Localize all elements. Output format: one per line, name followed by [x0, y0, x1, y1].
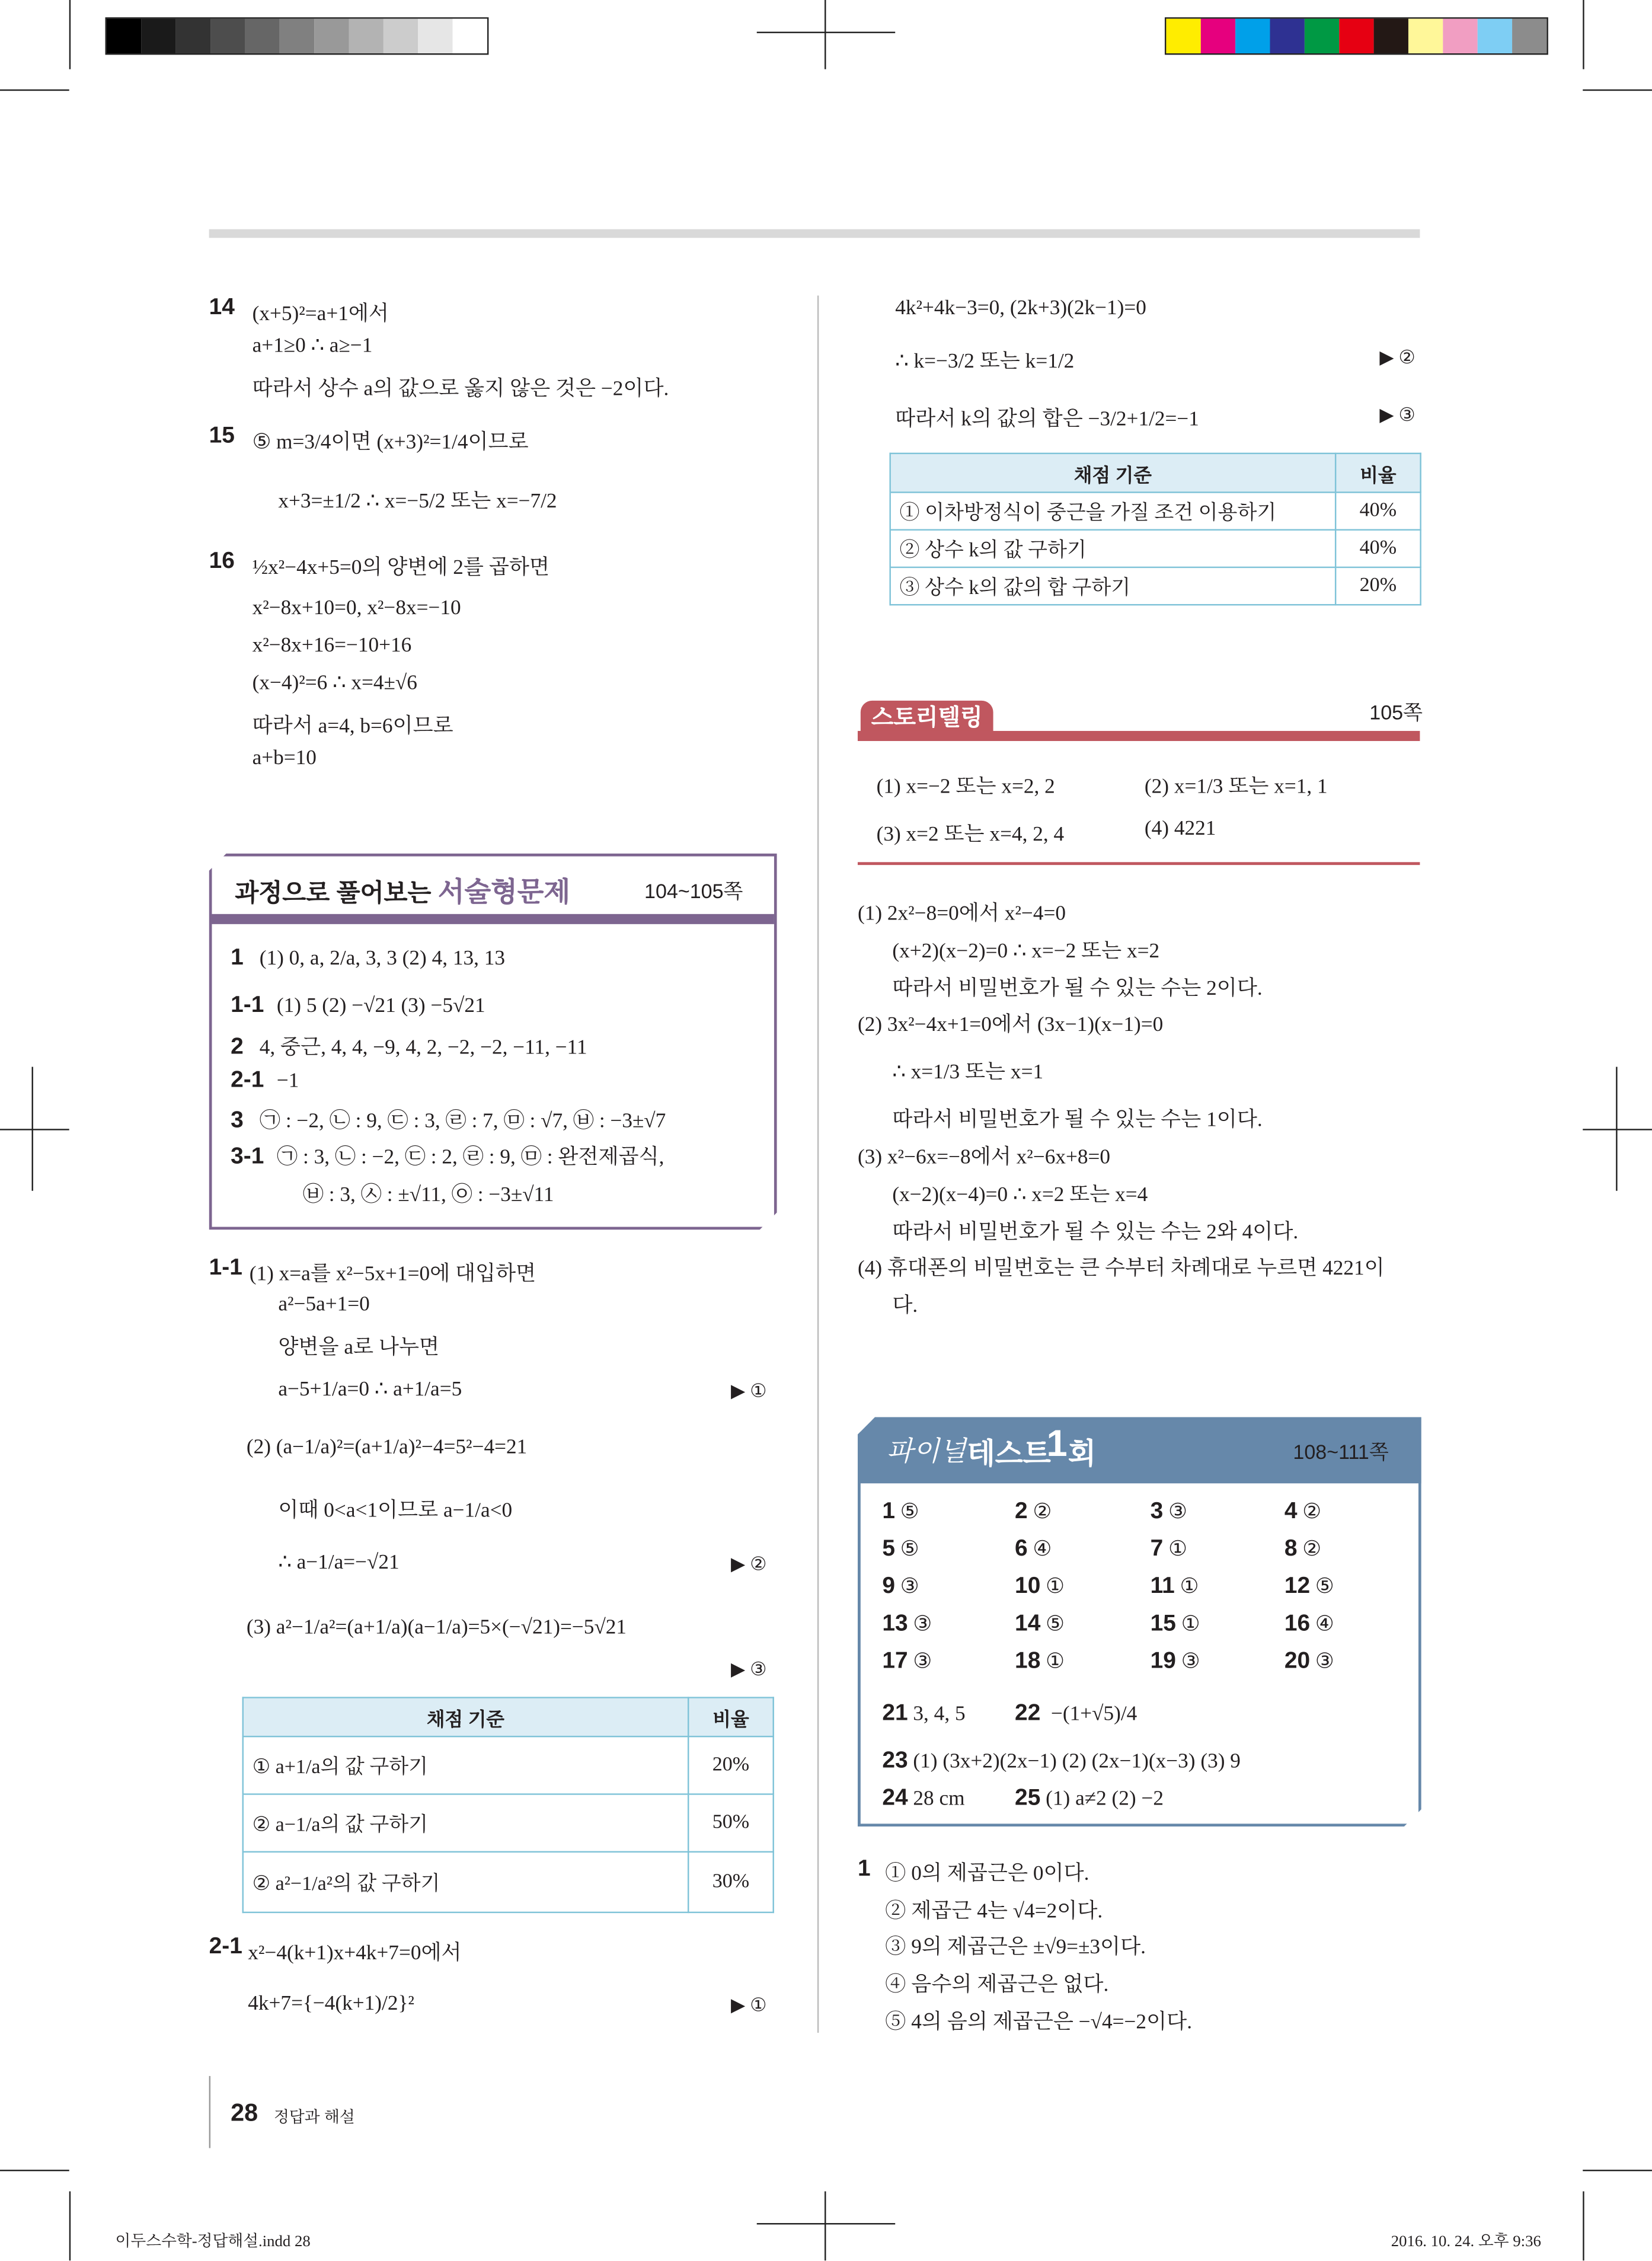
- grid-answer: [1284, 1649, 1414, 1679]
- problem-number: 18: [1015, 1649, 1041, 1674]
- criteria-cell: ① 이차방정식이 중근을 가질 조건 이용하기: [890, 492, 1335, 529]
- answer: ㉠ : 3, ㉡ : −2, ㉢ : 2, ㉣ : 9, ㉤ : 완전제곱식,: [276, 1146, 664, 1170]
- problem-number: 11: [1150, 1574, 1175, 1599]
- column-header: 비율: [688, 1698, 773, 1737]
- problem-number: 16: [1284, 1611, 1311, 1637]
- print-date: 2016. 10. 24. 오후 9:36: [1391, 2233, 1541, 2251]
- answer: ②: [1302, 1500, 1321, 1524]
- problem-number: 19: [1150, 1649, 1176, 1674]
- page-number: 28: [231, 2099, 258, 2127]
- problem-number: 1: [857, 1857, 871, 1882]
- swatch: [245, 19, 279, 53]
- swatch: [1512, 19, 1546, 53]
- final-title-suffix: 회: [1068, 1439, 1097, 1471]
- solution-line: (3) a²−1/a²=(a+1/a)(a−1/a)=5×(−√21)=−5√21: [246, 1616, 627, 1640]
- grid-answer: [882, 1499, 1015, 1529]
- answer: ⑤: [900, 1538, 919, 1561]
- column-header: 채점 기준: [890, 454, 1335, 493]
- final-title: 테스트: [967, 1439, 1051, 1471]
- swatch: [349, 19, 384, 53]
- problem-number: 3-1: [231, 1144, 264, 1170]
- crop-mark: [0, 2170, 69, 2171]
- problem-number: 22: [1015, 1701, 1041, 1726]
- problem-number: 4: [1284, 1499, 1298, 1524]
- answer: ③: [1315, 1650, 1334, 1674]
- answer: −1: [276, 1069, 299, 1093]
- grid-answer: [1284, 1499, 1414, 1529]
- solution-line: (x+2)(x−2)=0 ∴ x=−2 또는 x=2: [892, 940, 1160, 963]
- criteria-cell: ② 상수 k의 값 구하기: [890, 530, 1335, 567]
- step-marker: ▶ ②: [1379, 346, 1415, 368]
- scoring-table: [889, 453, 1421, 606]
- answer: ⑤: [1046, 1613, 1065, 1637]
- answer: 3, 4, 5: [913, 1703, 966, 1726]
- box-answer-row: [231, 1068, 299, 1094]
- swatch: [314, 19, 349, 53]
- grid-answer: [1151, 1649, 1284, 1679]
- answer: ④: [1033, 1538, 1052, 1561]
- solution-line: a−5+1/a=0 ∴ a+1/a=5: [278, 1378, 462, 1401]
- problem-number: 6: [1015, 1537, 1028, 1561]
- solution-line: x²−4(k+1)x+4k+7=0에서: [248, 1941, 462, 1965]
- crop-mark: [1583, 0, 1584, 69]
- swatch: [453, 19, 487, 53]
- final-title-script: 파이널: [886, 1436, 966, 1468]
- problem-number: 25: [1015, 1786, 1041, 1811]
- solution-line: x²−8x+16=−10+16: [252, 634, 412, 657]
- problem-number: 1: [882, 1499, 895, 1524]
- problem-number: 2-1: [209, 1934, 242, 1959]
- grid-answer: [1284, 1612, 1414, 1642]
- swatch: [1374, 19, 1408, 53]
- answer: ①: [1168, 1538, 1187, 1561]
- storytelling-rule: [858, 731, 1420, 741]
- grid-answer: [1015, 1575, 1151, 1605]
- solution-line: ③ 9의 제곱근은 ±√9=±3이다.: [885, 1936, 1146, 1959]
- solution-line: 양변을 a로 나누면: [278, 1336, 440, 1360]
- problem-number: 3: [231, 1109, 244, 1133]
- answer: ③: [913, 1613, 932, 1637]
- answer: (2) x=1/3 또는 x=1, 1: [1144, 775, 1328, 799]
- criteria-cell: ② a²−1/a²의 값 구하기: [243, 1852, 688, 1912]
- solution-line: (x−2)(x−4)=0 ∴ x=2 또는 x=4: [892, 1183, 1148, 1207]
- problem-number: 9: [882, 1574, 895, 1599]
- solution-line: ∴ a−1/a=−√21: [278, 1551, 400, 1575]
- criteria-cell: ② a−1/a의 값 구하기: [243, 1794, 688, 1851]
- grid-answer: [1015, 1537, 1151, 1567]
- solution-line: ∴ k=−3/2 또는 k=1/2: [895, 350, 1075, 373]
- problem-number: 14: [1015, 1611, 1041, 1637]
- answer: ②: [1302, 1538, 1321, 1561]
- footer-rule: [209, 2076, 210, 2148]
- problem-number: 15: [1150, 1611, 1176, 1637]
- solution-line: 따라서 비밀번호가 될 수 있는 수는 1이다.: [892, 1109, 1263, 1132]
- grid-answer: [1284, 1575, 1414, 1605]
- crop-mark: [825, 2191, 826, 2260]
- scoring-table: [242, 1697, 774, 1913]
- problem-number: 2-1: [231, 1068, 264, 1093]
- grid-answer: [882, 1649, 1015, 1679]
- solution-line: (x+5)²=a+1에서: [252, 302, 389, 326]
- swatch: [1166, 19, 1200, 53]
- box-title-main: 서술형문제: [437, 878, 571, 909]
- problem-number: 3: [1150, 1499, 1164, 1524]
- problem-number: 2: [1015, 1499, 1028, 1524]
- crop-mark: [69, 0, 71, 69]
- solution-line: ④ 음수의 제곱근은 없다.: [885, 1973, 1109, 1997]
- answer: (1) 0, a, 2/a, 3, 3 (2) 4, 13, 13: [259, 947, 506, 970]
- grid-answer: [1151, 1537, 1284, 1567]
- storytelling-label: 스토리텔링: [861, 701, 993, 738]
- problem-number: 20: [1284, 1649, 1311, 1674]
- solution-line: a²−5a+1=0: [278, 1293, 370, 1317]
- solution-line: 따라서 상수 a의 값으로 옳지 않은 것은 −2이다.: [252, 378, 669, 401]
- print-file-name: 이두스수학-정답해설.indd 28: [115, 2233, 311, 2251]
- swatch: [1408, 19, 1443, 53]
- solution-line: ½x²−4x+5=0의 양변에 2를 곱하면: [252, 556, 550, 580]
- solution-line: (1) 2x²−8=0에서 x²−4=0: [857, 902, 1066, 926]
- problem-number: 17: [882, 1649, 908, 1674]
- divider: [858, 862, 1420, 865]
- grid-answer: [1015, 1612, 1151, 1642]
- step-marker: ▶ ②: [730, 1553, 767, 1575]
- problem-number: 8: [1284, 1537, 1298, 1561]
- grid-answer: [1015, 1499, 1151, 1529]
- solution-line: x+3=±1/2 ∴ x=−5/2 또는 x=−7/2: [278, 490, 557, 513]
- solution-line: (2) 3x²−4x+1=0에서 (3x−1)(x−1)=0: [857, 1013, 1164, 1037]
- answer: ②: [1033, 1500, 1052, 1524]
- grid-answer: [882, 1575, 1015, 1605]
- step-marker: ▶ ①: [730, 1994, 767, 2016]
- swatch: [1478, 19, 1512, 53]
- swatch: [107, 19, 141, 53]
- crop-mark: [1583, 2170, 1652, 2171]
- problem-number: 5: [882, 1537, 895, 1561]
- solution-line: ∴ x=1/3 또는 x=1: [892, 1061, 1044, 1084]
- solution-line: ② 제곱근 4는 √4=2이다.: [885, 1900, 1103, 1924]
- step-marker: ▶ ③: [730, 1658, 767, 1680]
- answer: ④: [1315, 1613, 1334, 1637]
- step-marker: ▶ ③: [1379, 403, 1415, 426]
- answer: 28 cm: [913, 1787, 965, 1811]
- swatch: [1235, 19, 1270, 53]
- answer: ㉥ : 3, ㉦ : ±√11, ㉧ : −3±√11: [302, 1183, 554, 1207]
- color-bar: [1165, 17, 1548, 55]
- grid-answer: [882, 1612, 1015, 1642]
- solution-line: ① 0의 제곱근은 0이다.: [885, 1863, 1089, 1886]
- box-title-prefix: 과정으로 풀어보는: [235, 879, 438, 907]
- answer: ①: [1181, 1613, 1200, 1637]
- solution-line: x²−8x+10=0, x²−8x=−10: [252, 596, 461, 620]
- crop-mark: [32, 1067, 33, 1191]
- swatch: [1201, 19, 1235, 53]
- problem-number: 10: [1015, 1574, 1041, 1599]
- swatch: [141, 19, 175, 53]
- answer: ①: [1046, 1576, 1065, 1599]
- crop-mark: [0, 90, 69, 91]
- answer-grid: [882, 1499, 1414, 1679]
- box-answer-row: [231, 1141, 664, 1171]
- criteria-cell: ① a+1/a의 값 구하기: [243, 1736, 688, 1794]
- answer: ㉠ : −2, ㉡ : 9, ㉢ : 3, ㉣ : 7, ㉤ : √7, ㉥ : −3±√7: [259, 1110, 666, 1133]
- answer: ③: [1181, 1650, 1200, 1674]
- answer: ⑤: [900, 1500, 919, 1524]
- crop-mark: [69, 2191, 71, 2260]
- swatch: [176, 19, 210, 53]
- problem-number: 12: [1284, 1574, 1311, 1599]
- box-answer-row: [231, 1178, 554, 1208]
- answer: ⑤: [1315, 1576, 1334, 1599]
- criteria-cell: ③ 상수 k의 값의 합 구하기: [890, 567, 1335, 605]
- box-answer-row: [231, 994, 485, 1020]
- solution-line: a+1≥0 ∴ a≥−1: [252, 334, 373, 358]
- column-divider: [817, 296, 819, 2033]
- page-range: 104~105쪽: [644, 879, 743, 903]
- problem-number: 21: [882, 1701, 908, 1726]
- ratio-cell: 50%: [688, 1794, 773, 1851]
- solution-line: (4) 휴대폰의 비밀번호는 큰 수부터 차례대로 누르면 4221이: [857, 1257, 1385, 1280]
- header-rule: [209, 229, 1420, 238]
- ratio-cell: 20%: [688, 1736, 773, 1794]
- solution-line: (1) x=a를 x²−5x+1=0에 대입하면: [249, 1263, 536, 1286]
- solution-line: 다.: [892, 1294, 918, 1318]
- answer: (1) (3x+2)(2x−1) (2) (2x−1)(x−3) (3) 9: [913, 1750, 1241, 1774]
- solution-line: ⑤ 4의 음의 제곱근은 −√4=−2이다.: [885, 2011, 1193, 2035]
- box-answer-row: [231, 1031, 587, 1061]
- solution-line: 이때 0<a<1이므로 a−1/a<0: [278, 1499, 513, 1523]
- grayscale-bar: [106, 17, 489, 55]
- answer: (3) x=2 또는 x=4, 2, 4: [876, 823, 1065, 847]
- crop-mark: [0, 1129, 69, 1130]
- solution-line: 따라서 비밀번호가 될 수 있는 수는 2이다.: [892, 977, 1263, 1001]
- crop-mark: [1583, 90, 1652, 91]
- solution-line: (x−4)²=6 ∴ x=4±√6: [252, 672, 417, 695]
- problem-number: 1-1: [209, 1256, 242, 1280]
- page-range: 105쪽: [1369, 700, 1423, 724]
- answer: (1) a≠2 (2) −2: [1046, 1787, 1164, 1811]
- swatch: [384, 19, 418, 53]
- solution-line: ⑤ m=3/4이면 (x+3)²=1/4이므로: [252, 431, 529, 455]
- solution-line: 따라서 k의 값의 합은 −3/2+1/2=−1: [895, 408, 1199, 432]
- grid-answer: [1015, 1649, 1151, 1679]
- problem-number: 15: [209, 423, 235, 449]
- problem-number: 14: [209, 295, 235, 320]
- crop-mark: [1616, 1067, 1617, 1191]
- box-answer-row: [231, 946, 505, 972]
- ratio-cell: 40%: [1335, 530, 1420, 567]
- box-header-rule: [212, 914, 774, 924]
- answer: ①: [1046, 1650, 1065, 1674]
- swatch: [1443, 19, 1477, 53]
- grid-answer: [882, 1537, 1015, 1567]
- box-answer-row: [231, 1104, 666, 1135]
- problem-number: 24: [882, 1786, 908, 1811]
- solution-line: 4k+7={−4(k+1)/2}²: [248, 1992, 414, 2016]
- grid-answer: [1151, 1499, 1284, 1529]
- solution-line: 4k²+4k−3=0, (2k+3)(2k−1)=0: [895, 296, 1146, 320]
- swatch: [418, 19, 452, 53]
- step-marker: ▶ ①: [730, 1379, 767, 1401]
- solution-line: 따라서 a=4, b=6이므로: [252, 715, 453, 739]
- answer: (1) 5 (2) −√21 (3) −5√21: [276, 995, 485, 1018]
- swatch: [1339, 19, 1373, 53]
- solution-line: 따라서 비밀번호가 될 수 있는 수는 2와 4이다.: [892, 1221, 1299, 1244]
- problem-number: 23: [882, 1748, 908, 1774]
- swatch: [1270, 19, 1305, 53]
- problem-number: 1: [231, 946, 244, 970]
- ratio-cell: 30%: [688, 1852, 773, 1912]
- swatch: [210, 19, 245, 53]
- crop-mark: [825, 0, 826, 69]
- answer: 4, 중근, 4, 4, −9, 4, 2, −2, −2, −11, −11: [259, 1036, 587, 1060]
- ratio-cell: 40%: [1335, 492, 1420, 529]
- answer: (4) 4221: [1144, 817, 1216, 841]
- answer: ③: [913, 1650, 932, 1674]
- swatch: [1305, 19, 1339, 53]
- column-header: 채점 기준: [243, 1698, 688, 1737]
- grid-answer: [1151, 1612, 1284, 1642]
- answer: −(1+√5)/4: [1050, 1703, 1137, 1726]
- grid-answer: [1284, 1537, 1414, 1567]
- answer: (1) x=−2 또는 x=2, 2: [876, 775, 1055, 799]
- box-title: [235, 871, 570, 910]
- problem-number: 1-1: [231, 993, 264, 1018]
- solution-line: (3) x²−6x=−8에서 x²−6x+8=0: [857, 1146, 1111, 1170]
- final-title-number: 1: [1046, 1421, 1068, 1465]
- page-range: 108~111쪽: [1293, 1440, 1389, 1464]
- swatch: [280, 19, 314, 53]
- problem-number: 13: [882, 1611, 908, 1637]
- grid-answer: [1151, 1575, 1284, 1605]
- problem-number: 7: [1150, 1537, 1164, 1561]
- problem-number: 16: [209, 549, 235, 574]
- answer: ③: [900, 1576, 919, 1599]
- answer: ①: [1180, 1576, 1199, 1599]
- solution-line: a+b=10: [252, 746, 317, 770]
- answer: ③: [1168, 1500, 1187, 1524]
- footer-label: 정답과 해설: [274, 2109, 355, 2127]
- crop-mark: [1583, 2191, 1584, 2260]
- solution-line: (2) (a−1/a)²=(a+1/a)²−4=5²−4=21: [246, 1436, 528, 1460]
- column-header: 비율: [1335, 454, 1420, 493]
- ratio-cell: 20%: [1335, 567, 1420, 605]
- problem-number: 2: [231, 1035, 244, 1060]
